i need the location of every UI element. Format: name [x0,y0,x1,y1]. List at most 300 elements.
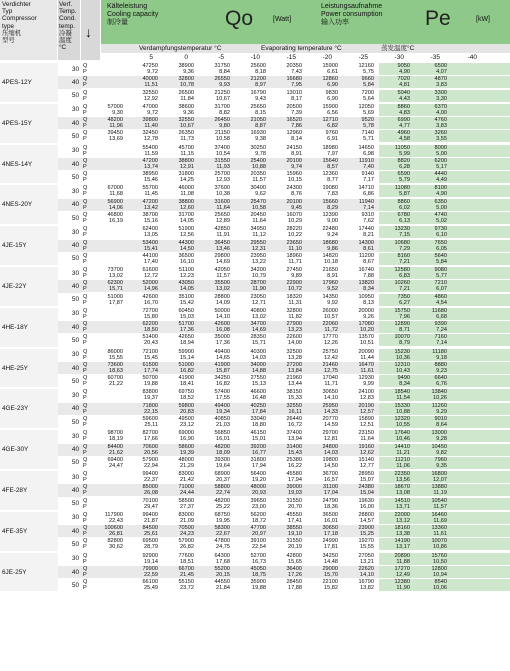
table-cell: 10070 [431,538,447,545]
table-cell: 15,87 [216,367,230,374]
table-cell: 4440 [434,171,447,178]
table-cell: 14650 [358,144,374,151]
qp-label: Q [83,552,88,559]
table-cell: 18670 [394,484,410,491]
table-cell: 50700 [142,375,158,382]
table-row [81,273,510,279]
table-cell: 11080 [394,185,410,192]
table-cell: 11,82 [288,313,302,320]
table-cell: 9,72 [147,109,158,116]
table-cell: 30250 [250,144,266,151]
table-cell: 25380 [286,456,302,463]
qp-label: Q [83,321,88,328]
table-cell: 5,71 [363,136,374,143]
table-cell: 11260 [431,402,447,409]
table-cell: 18960 [286,252,302,259]
table-cell: 38600 [178,103,194,110]
table-cell: 10,58 [216,136,230,143]
table-cell: 9,86 [327,245,338,252]
table-cell: 58300 [214,525,230,532]
table-cell: 17640 [394,430,410,437]
table-cell: 10,55 [396,422,410,428]
table-cell: 39800 [142,117,158,124]
table-cell: 18,94 [180,340,194,347]
table-cell: 46600 [250,389,266,396]
table-cell: 31700 [214,103,230,110]
table-cell: 49400 [214,402,230,409]
table-cell: 32500 [286,348,302,355]
table-row [81,463,510,469]
table-cell: 13,22 [252,258,266,265]
evap-cn: 蒸发温度°C [381,45,415,52]
table-cell: 20500 [286,103,302,110]
table-cell: 117900 [104,511,123,518]
table-cell: 24300 [286,185,302,192]
table-cell: 13,05 [144,232,158,239]
table-row [81,123,510,129]
table-cell: 50000 [214,307,230,314]
table-cell: 11,71 [288,258,302,265]
temp-col-header: -15 [286,54,296,61]
table-row [81,544,510,550]
cond-temp-cell: 40 [58,566,81,579]
table-cell: 15,42 [180,299,194,306]
table-cell: 31800 [178,171,194,178]
table-cell: 14,09 [216,299,230,306]
table-row [81,422,510,428]
table-cell: 10,38 [216,191,230,198]
table-cell: 13820 [358,280,374,287]
table-cell: 100600 [104,525,123,532]
table-cell: 12,56 [180,232,194,239]
table-cell: 69400 [107,456,123,463]
compressor-model: 4FE-28Y [0,471,58,511]
table-cell: 28220 [286,226,302,233]
table-cell: 38150 [286,389,302,396]
table-cell: 11,19 [433,490,447,497]
table-cell: 14,00 [288,340,302,347]
qp-label: P [83,517,87,524]
table-cell: 52000 [142,280,158,287]
table-row [81,286,510,292]
table-cell: 61500 [142,361,158,368]
table-cell: 9830 [325,89,338,96]
table-cell: 14,59 [324,422,338,428]
power-consumption-label [321,3,382,27]
table-cell: 6,68 [436,313,447,320]
table-cell: 16,73 [252,558,266,565]
table-cell: 13,28 [288,354,302,361]
table-cell: 22600 [286,334,302,341]
table-cell: 10,67 [180,123,194,130]
table-cell: 16520 [286,117,302,124]
table-cell: 38700 [142,212,158,218]
table-cell: 29550 [250,239,266,246]
table-cell: 19,64 [216,462,230,469]
table-cell: 15,71 [252,340,266,347]
table-cell: 8,87 [255,123,266,130]
table-cell: 8000 [434,144,447,151]
qp-label: P [83,490,87,497]
table-cell: 21,03 [216,422,230,428]
table-cell: 12380 [394,579,410,586]
table-cell: 34000 [250,361,266,368]
table-cell: 8160 [397,252,410,259]
table-cell: 25470 [250,198,266,205]
qp-label: P [83,327,87,334]
table-cell: 14,88 [252,367,266,374]
table-cell: 17,36 [216,340,230,347]
table-row [81,205,510,211]
table-cell: 69750 [178,389,194,396]
table-cell: 9,52 [327,286,338,293]
table-cell: 20,19 [288,544,302,551]
table-cell: 11,90 [252,286,266,293]
table-cell: 14510 [394,497,410,504]
qp-label: Q [83,484,88,491]
table-cell: 21960 [286,375,302,382]
table-cell: 8,29 [327,204,338,211]
table-cell: 20100 [286,198,302,205]
table-cell: 15660 [322,198,338,205]
temperature-columns [101,53,510,62]
table-cell: 21,42 [180,477,194,483]
table-cell: 10,78 [180,82,194,89]
cond-temp-cell: 30 [58,226,81,239]
temp-col-header: -35 [430,54,440,61]
table-cell: 12,31 [252,245,266,252]
table-cell: 34200 [250,267,266,273]
compressor-model: 4GE-30Y [0,430,58,470]
qp-label: Q [83,307,88,314]
table-cell: 16,77 [252,449,266,456]
table-cell: 14,50 [180,245,194,252]
table-cell: 14,03 [252,354,266,361]
table-cell: 25,61 [144,531,158,538]
temp-col-header: -30 [394,54,404,61]
table-cell: 14820 [322,252,338,259]
table-row [81,96,510,102]
table-cell: 15,41 [144,245,158,252]
table-cell: 6,86 [363,191,374,198]
qp-label: Q [83,280,88,287]
table-cell: 55700 [142,185,158,192]
table-cell: 42600 [214,321,230,328]
temp-col-header: 5 [149,54,153,61]
table-cell: 18,63 [109,367,123,374]
table-cell: 4,81 [399,82,410,89]
table-cell: 20,56 [144,449,158,456]
compressor-model: 4HE-18Y [0,308,58,348]
table-cell: 23650 [286,239,302,246]
table-cell: 4,54 [436,299,447,306]
cond-temp-cell: 40 [58,117,81,130]
table-cell: 12,62 [360,449,374,456]
table-cell: 84400 [107,443,123,450]
table-cell: 12,83 [360,395,374,402]
table-cell: 16,82 [216,381,230,388]
table-cell: 9,35 [436,462,447,469]
cond-temp-header [58,0,81,60]
table-cell: 31100 [322,484,338,491]
table-cell: 9,28 [436,436,447,443]
table-cell: 20,70 [288,503,302,510]
qp-label: P [83,313,87,320]
table-cell: 9,78 [255,150,266,157]
table-cell: 15760 [431,552,447,559]
table-cell: 19160 [358,443,374,450]
table-cell: 14,50 [324,462,338,469]
qp-label: P [83,462,87,469]
table-cell: 22,74 [216,490,230,497]
table-cell: 12800 [431,565,447,572]
table-cell: 19,37 [144,395,158,402]
table-cell: 20190 [358,402,374,409]
table-cell: 32550 [178,117,194,124]
table-cell: 7020 [397,76,410,83]
table-cell: 18,09 [216,449,230,456]
table-cell: 31800 [250,456,266,463]
table-cell: 10,22 [288,232,302,239]
table-cell: 15,25 [360,531,374,538]
table-cell: 7,21 [399,286,410,293]
table-cell: 12,49 [396,571,410,578]
table-cell: 6,83 [399,273,410,279]
table-cell: 23050 [250,293,266,300]
table-cell: 5,17 [436,163,447,170]
table-cell: 70600 [142,443,158,450]
table-cell: 10,50 [433,558,447,565]
table-cell: 20,93 [252,490,266,497]
table-cell: 8,71 [399,327,410,334]
table-cell: 10,58 [252,204,266,211]
qp-label: Q [83,267,88,273]
table-cell: 26,08 [144,490,158,497]
qp-label: P [83,422,87,428]
qp-label: Q [83,157,88,164]
table-cell: 17,94 [288,477,302,483]
watt-unit: [Watt] [273,16,292,23]
table-cell: 25,11 [144,422,158,428]
cond-temp-cell: 30 [58,471,81,484]
table-cell: 19,88 [144,381,158,388]
table-cell: 16470 [358,361,374,368]
cond-temp-cell: 40 [58,158,81,171]
table-cell: 36400 [286,565,302,572]
qp-label: P [83,585,87,592]
table-cell: 11,61 [360,367,374,374]
qp-label: P [83,204,87,211]
table-cell: 14,96 [144,286,158,293]
temp-col-header: -10 [250,54,260,61]
table-cell: 12,92 [144,95,158,102]
table-cell: 8820 [397,157,410,164]
table-cell: 28350 [250,334,266,341]
table-cell: 13,46 [216,245,230,252]
table-cell: 56200 [250,511,266,518]
table-cell: 4870 [434,76,447,83]
qp-label: Q [83,334,88,341]
table-cell: 9660 [361,76,374,83]
cond-temp-cell: 30 [58,553,81,566]
qp-label: Q [83,443,88,450]
table-cell: 10,15 [288,177,302,184]
table-cell: 17,18 [324,531,338,538]
table-cell: 17,40 [144,258,158,265]
table-cell: 47200 [142,157,158,164]
qp-label: P [83,544,87,551]
qp-label: P [83,273,87,279]
table-cell: 4,07 [436,69,447,75]
table-cell: 8,61 [363,245,374,252]
table-cell: 58800 [214,484,230,491]
table-cell: 20890 [394,552,410,559]
table-cell: 24,23 [180,531,194,538]
table-cell: 11,61 [433,531,447,538]
table-cell: 15750 [394,307,410,314]
table-cell: 44100 [142,252,158,259]
table-cell: 24790 [322,497,338,504]
table-cell: 4740 [434,212,447,218]
compressor-model: 4PES-15Y [0,104,58,144]
table-cell: 13,21 [360,558,374,565]
qp-label: Q [83,389,88,396]
table-row [81,82,510,88]
table-cell: 8,91 [291,150,302,157]
qp-label: P [83,531,87,538]
qp-label: Q [83,76,88,83]
table-cell: 72100 [142,348,158,355]
table-row [81,368,510,374]
cond-temp-cell: 50 [58,498,81,511]
table-cell: 15140 [358,456,374,463]
qp-label: Q [83,130,88,137]
table-cell: 17,26 [288,571,302,578]
header-line: Cond. [59,15,77,23]
table-cell: 5,99 [399,150,410,157]
table-cell: 22,43 [109,517,123,524]
table-row [81,355,510,361]
table-cell: 13,71 [396,503,410,510]
cond-temp-cell: 30 [58,267,81,280]
table-cell: 83000 [178,511,194,518]
table-cell: 16740 [358,267,374,273]
qp-label: P [83,191,87,198]
table-cell: 9080 [434,267,447,273]
table-cell: 11,73 [180,136,194,143]
table-cell: 20350 [250,171,266,178]
table-cell: 25,22 [216,503,230,510]
table-cell: 4,49 [436,177,447,184]
table-cell: 38800 [178,157,194,164]
table-cell: 11,91 [216,232,230,239]
qp-label: Q [83,456,88,463]
table-cell: 15,13 [252,381,266,388]
cond-temp-cell: 50 [58,253,81,266]
cond-temp-cell: 50 [58,375,81,388]
table-cell: 19800 [322,456,338,463]
table-cell: 7,97 [327,150,338,157]
table-cell: 9,89 [291,273,302,279]
table-cell: 13,23 [288,327,302,334]
cond-temp-cell: 30 [58,145,81,158]
cond-temp-cell: 50 [58,416,81,429]
table-cell: 11,64 [216,204,230,211]
table-cell: 17,87 [109,299,123,306]
cond-temp-cell: 40 [58,444,81,457]
qp-label: P [83,354,87,361]
table-cell: 56400 [250,471,266,477]
qp-label: Q [83,525,88,532]
table-cell: 15,55 [109,354,123,361]
table-cell: 11,45 [144,191,158,198]
table-cell: 22480 [322,226,338,233]
compressor-model: 4HE-25Y [0,349,58,389]
table-cell: 6,98 [363,150,374,157]
table-cell: 15,45 [144,354,158,361]
table-cell: 10,72 [288,286,302,293]
table-cell: 41900 [178,375,194,382]
table-cell: 4,43 [399,95,410,102]
table-cell: 8860 [397,103,410,110]
table-cell: 11,12 [252,232,266,239]
table-cell: 9,43 [255,95,266,102]
table-cell: 14,10 [324,395,338,402]
table-cell: 11,57 [216,273,230,279]
table-cell: 11,21 [396,449,410,456]
table-cell: 22620 [358,565,374,572]
table-cell: 8,79 [399,340,410,347]
table-cell: 10540 [431,497,447,504]
table-cell: 51900 [178,226,194,233]
table-cell: 21,84 [216,585,230,592]
table-cell: 36500 [322,511,338,518]
table-cell: 15900 [322,103,338,110]
table-cell: 9,82 [436,449,447,456]
table-cell: 77600 [178,552,194,559]
table-cell: 23900 [358,525,374,532]
table-cell: 5,00 [436,204,447,211]
table-cell: 60450 [178,307,194,314]
table-cell: 9,18 [436,354,447,361]
table-cell: 57400 [214,389,230,396]
table-cell: 31400 [286,443,302,450]
table-cell: 15900 [322,63,338,69]
table-cell: 39300 [214,456,230,463]
table-cell: 14300 [358,239,374,246]
table-cell: 8,64 [436,422,447,428]
table-cell: 20,15 [216,571,230,578]
table-cell: 48200 [214,497,230,504]
table-cell: 7350 [397,293,410,300]
cond-temp-cell: 50 [58,90,81,103]
table-cell: 9140 [361,171,374,178]
table-cell: 18160 [394,525,410,532]
table-cell: 10,46 [396,436,410,443]
table-cell: 39200 [250,443,266,450]
table-cell: 15,16 [144,218,158,224]
qp-label: P [83,218,87,224]
table-cell: 13,02 [252,313,266,320]
table-cell: 7,24 [436,327,447,334]
table-cell: 8,67 [363,258,374,265]
table-cell: 40850 [214,416,230,422]
table-cell: 69000 [178,430,194,437]
table-cell: 18,41 [180,381,194,388]
table-cell: 23950 [250,252,266,259]
qp-label: Q [83,226,88,233]
table-cell: 17040 [322,375,338,382]
